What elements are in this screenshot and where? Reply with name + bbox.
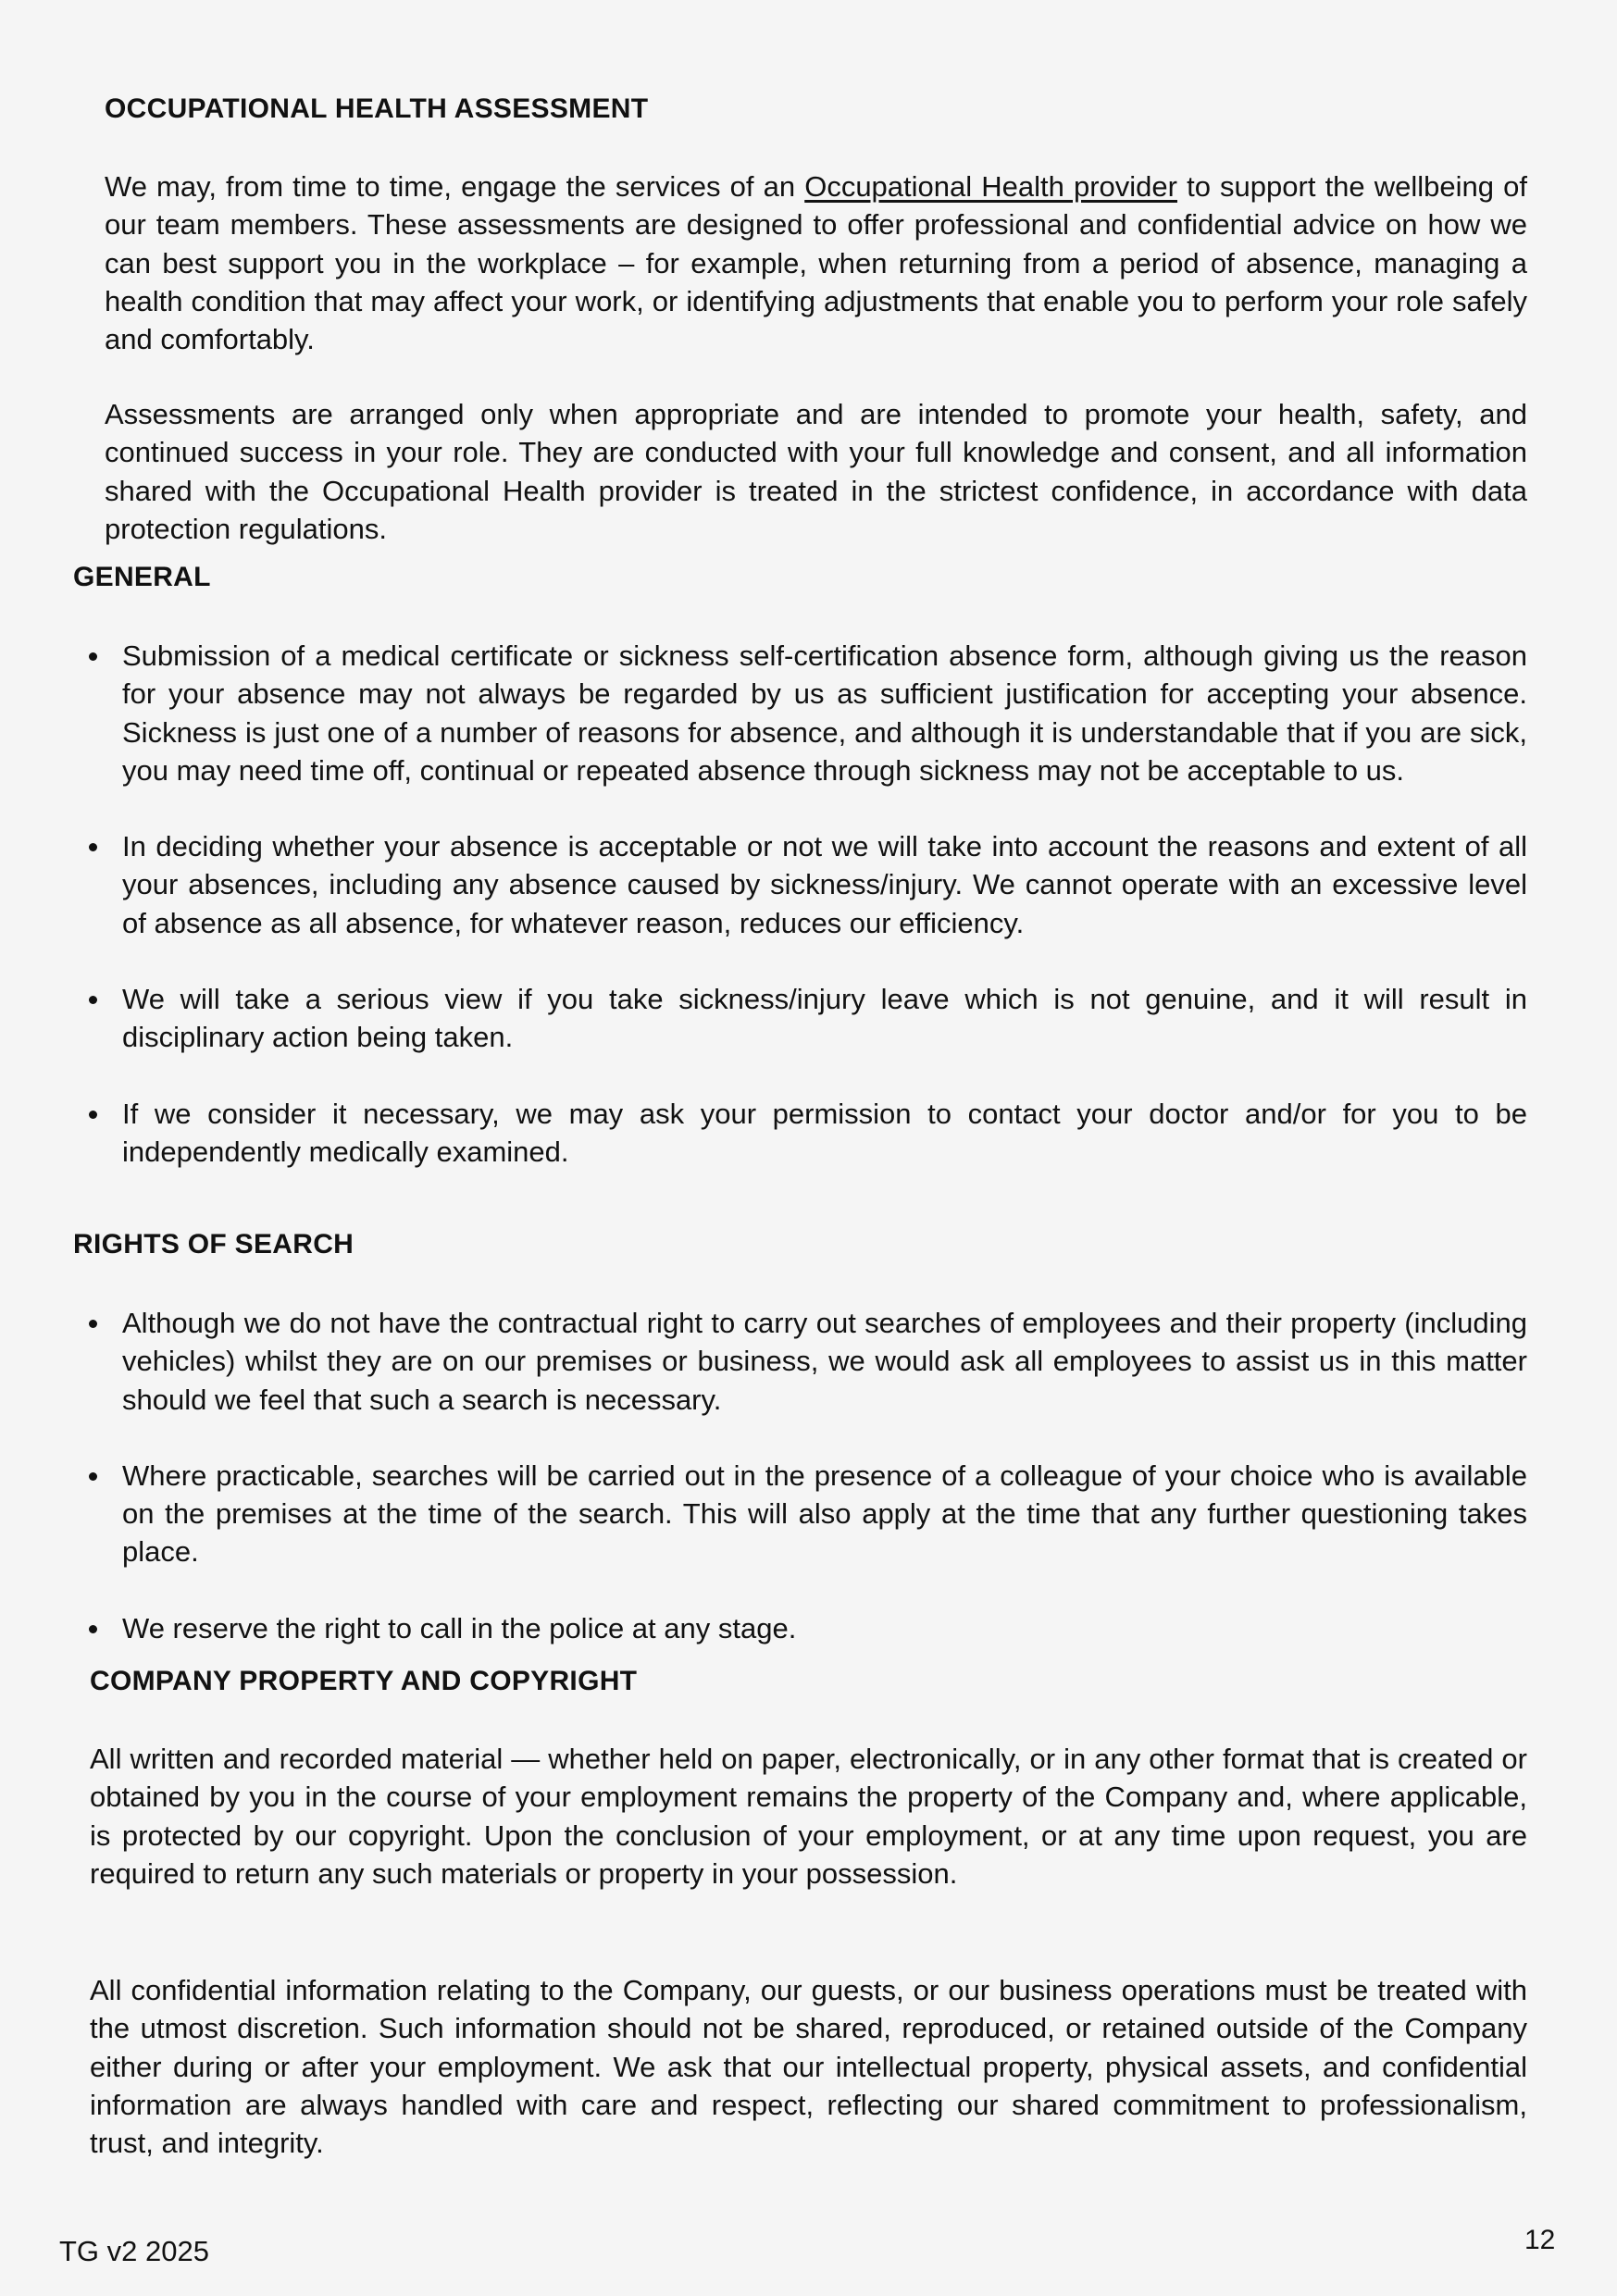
list-item: Where practicable, searches will be carried out in the presence of a colleague of your choice who is available on the premises at the time of the search. This will also apply at the time that any further questioning takes place. xyxy=(122,1457,1527,1571)
list-item: Although we do not have the contractual right to carry out searches of employees and their property (including vehicles) whilst they are on our premises or business, we would ask all employees to assist us in this matter should we feel that such a search is necessary. xyxy=(122,1304,1527,1419)
heading-company-property: COMPANY PROPERTY AND COPYRIGHT xyxy=(90,1666,638,1696)
paragraph-property-2: All confidential information relating to the Company, our guests, or our business operations must be treated with the utmost discretion. Such information should not be shared, reproduced, or retained outside of the Company either during or after your employment. We ask that our intellectual property, physical assets, and confidential information are always handled with care and respect, reflecting our shared commitment to professionalism, trust, and integrity. xyxy=(90,1974,1527,2160)
general-bullet-list xyxy=(122,637,1527,1171)
list-item: If we consider it necessary, we may ask your permission to contact your doctor and/or for you to be independently medically examined. xyxy=(122,1095,1527,1172)
page-number: 12 xyxy=(1524,2225,1556,2255)
heading-general: GENERAL xyxy=(73,562,211,592)
paragraph-text: to support the wellbeing of our team members. These assessments are designed to offer professional and confidential advice on how we can best support you in the workplace – for example, when returning from a period of absence, managing a health condition that may affect your work, or identifying adjustments that enable you to perform your role safely and comfortably. xyxy=(105,170,1527,356)
heading-occupational-health: OCCUPATIONAL HEALTH ASSESSMENT xyxy=(105,93,649,124)
footer-version: TG v2 2025 xyxy=(59,2235,209,2267)
paragraph-occupational-1 xyxy=(105,168,1527,358)
paragraph-text: We may, from time to time, engage the services of an xyxy=(105,170,805,203)
list-item: We reserve the right to call in the police at any stage. xyxy=(122,1609,1527,1647)
list-item: We will take a serious view if you take sickness/injury leave which is not genuine, and it will result in disciplinary action being taken. xyxy=(122,980,1527,1057)
list-item: Submission of a medical certificate or sickness self-certification absence form, although giving us the reason for your absence may not always be regarded by us as sufficient justification for accepting your absence. Sickness is just one of a number of reasons for absence, and although it is understandable that if you are sick, you may need time off, continual or repeated absence through sickness may not be acceptable to us. xyxy=(122,637,1527,789)
occupational-health-provider-link[interactable]: Occupational Health provider xyxy=(804,170,1177,203)
heading-rights-of-search: RIGHTS OF SEARCH xyxy=(73,1229,354,1260)
list-item: In deciding whether your absence is acceptable or not we will take into account the reasons and extent of all your absences, including any absence caused by sickness/injury. We cannot operate with an excessive level of absence as all absence, for whatever reason, reduces our efficiency. xyxy=(122,827,1527,942)
paragraph-property-1: All written and recorded material — whether held on paper, electronically, or in any other format that is created or obtained by you in the course of your employment remains the property of the Company and, where applicable, is protected by our copyright. Upon the conclusion of your employment, or at any time upon request, you are required to return any such materials or property in your possession. xyxy=(90,1743,1527,1890)
paragraph-occupational-2: Assessments are arranged only when appropriate and are intended to promote your health, safety, and continued success in your role. They are conducted with your full knowledge and consent, and all information shared with the Occupational Health provider is treated in the strictest confidence, in accordance with data protection regulations. xyxy=(105,398,1527,545)
search-bullet-list xyxy=(122,1304,1527,1647)
